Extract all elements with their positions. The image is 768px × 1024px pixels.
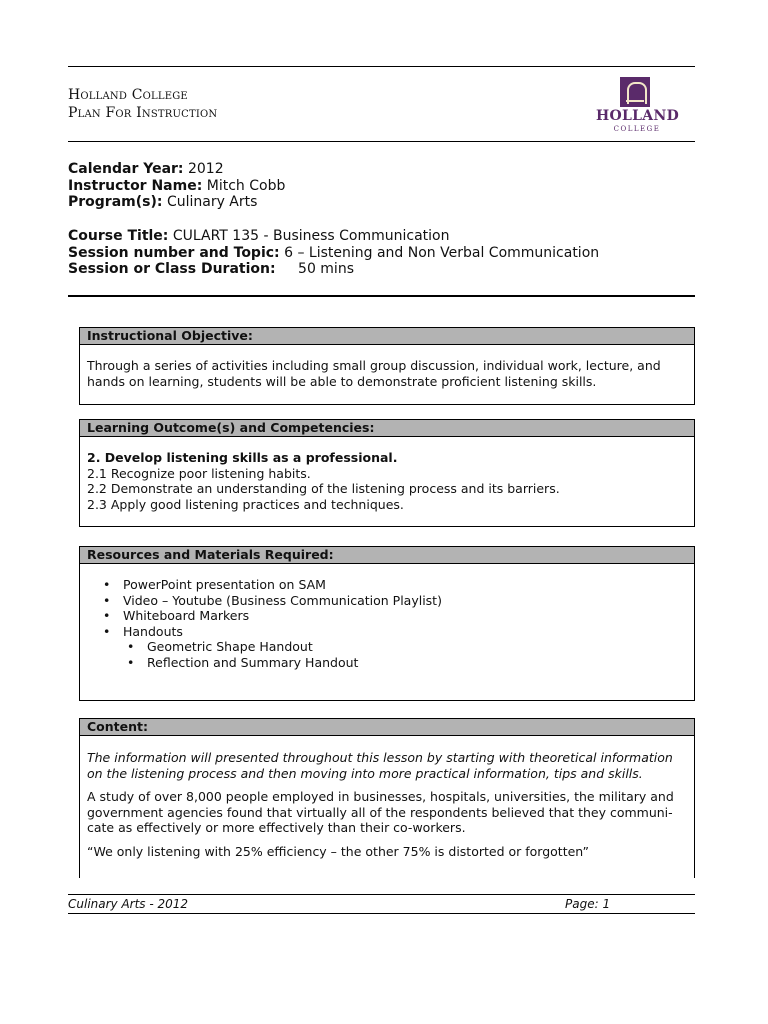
footer-top-rule	[68, 894, 695, 895]
objective-heading: Instructional Objective:	[80, 328, 694, 345]
crest-icon	[620, 77, 650, 107]
header-rule	[68, 141, 695, 142]
session-value: 6 – Listening and Non Verbal Communication	[284, 245, 600, 261]
content-study-line: cate as effectively or more effectively than their co-workers.	[87, 820, 466, 835]
program-row	[68, 194, 257, 210]
logo-name-line1: HOLLAND	[596, 108, 680, 124]
list-item: • Handouts	[80, 624, 686, 640]
session-label: Session number and Topic:	[68, 245, 280, 261]
footer-page-number: Page: 1	[565, 897, 611, 911]
outcomes-section	[79, 419, 695, 527]
outcome-main: 2. Develop listening skills as a professional.	[87, 450, 398, 465]
handouts-sublist	[80, 639, 686, 670]
footer-bottom-rule	[68, 913, 695, 914]
outcomes-heading: Learning Outcome(s) and Competencies:	[80, 420, 694, 437]
course-title-value: CULART 135 - Business Communication	[172, 228, 450, 244]
list-item: • Video – Youtube (Business Communication Playlist)	[80, 593, 686, 609]
content-intro-line: on the listening process and then moving into more practical information, tips and skills.	[87, 765, 643, 781]
list-item: • Whiteboard Markers	[80, 608, 686, 624]
outcome-item: 2.1 Recognize poor listening habits.	[87, 465, 311, 481]
course-title-label: Course Title:	[68, 228, 169, 244]
course-title-row	[68, 228, 450, 244]
resources-list	[80, 577, 686, 639]
calendar-year-row	[68, 161, 224, 177]
calendar-year-label: Calendar Year:	[68, 161, 184, 177]
info-rule	[68, 295, 695, 297]
duration-label: Session or Class Duration:	[68, 261, 276, 277]
outcome-item: 2.3 Apply good listening practices and techniques.	[87, 496, 404, 512]
holland-college-logo	[596, 77, 678, 135]
list-item: • Reflection and Summary Handout	[80, 655, 686, 671]
calendar-year-value: 2012	[187, 161, 224, 177]
program-label: Program(s):	[68, 194, 163, 210]
content-intro-line: The information will presented throughout this lesson by starting with theoretical information	[87, 750, 673, 765]
content-study-line: A study of over 8,000 people employed in businesses, hospitals, universities, the military and	[87, 789, 674, 804]
content-heading: Content:	[80, 719, 694, 736]
instructor-value: Mitch Cobb	[206, 178, 286, 194]
instructor-row	[68, 178, 285, 194]
list-item: • PowerPoint presentation on SAM	[80, 577, 686, 593]
logo-name-line2: COLLEGE	[613, 125, 661, 133]
session-row	[68, 245, 599, 261]
document-title: Plan For Instruction	[68, 105, 218, 121]
objective-section	[79, 327, 695, 405]
outcome-item: 2.2 Demonstrate an understanding of the listening process and its barriers.	[87, 481, 560, 496]
program-value: Culinary Arts	[166, 194, 258, 210]
resources-section	[79, 546, 695, 701]
list-item: • Geometric Shape Handout	[80, 639, 686, 655]
duration-row	[68, 261, 354, 277]
institution-name: Holland College	[68, 87, 188, 103]
content-quote: “We only listening with 25% efficiency – the other 75% is distorted or forgotten”	[87, 843, 590, 859]
top-rule	[68, 66, 695, 67]
content-study-line: government agencies found that virtually all of the respondents believed that they communi-	[87, 804, 673, 820]
objective-text: Through a series of activities including small group discussion, individual work, lecture, and hands on learning, students will be able to demonstrate proficient listening skills.	[87, 358, 661, 389]
content-section	[79, 718, 695, 878]
instructor-label: Instructor Name:	[68, 178, 203, 194]
duration-value: 50 mins	[298, 261, 354, 277]
footer-left: Culinary Arts - 2012	[68, 897, 189, 911]
resources-heading: Resources and Materials Required:	[80, 547, 694, 564]
